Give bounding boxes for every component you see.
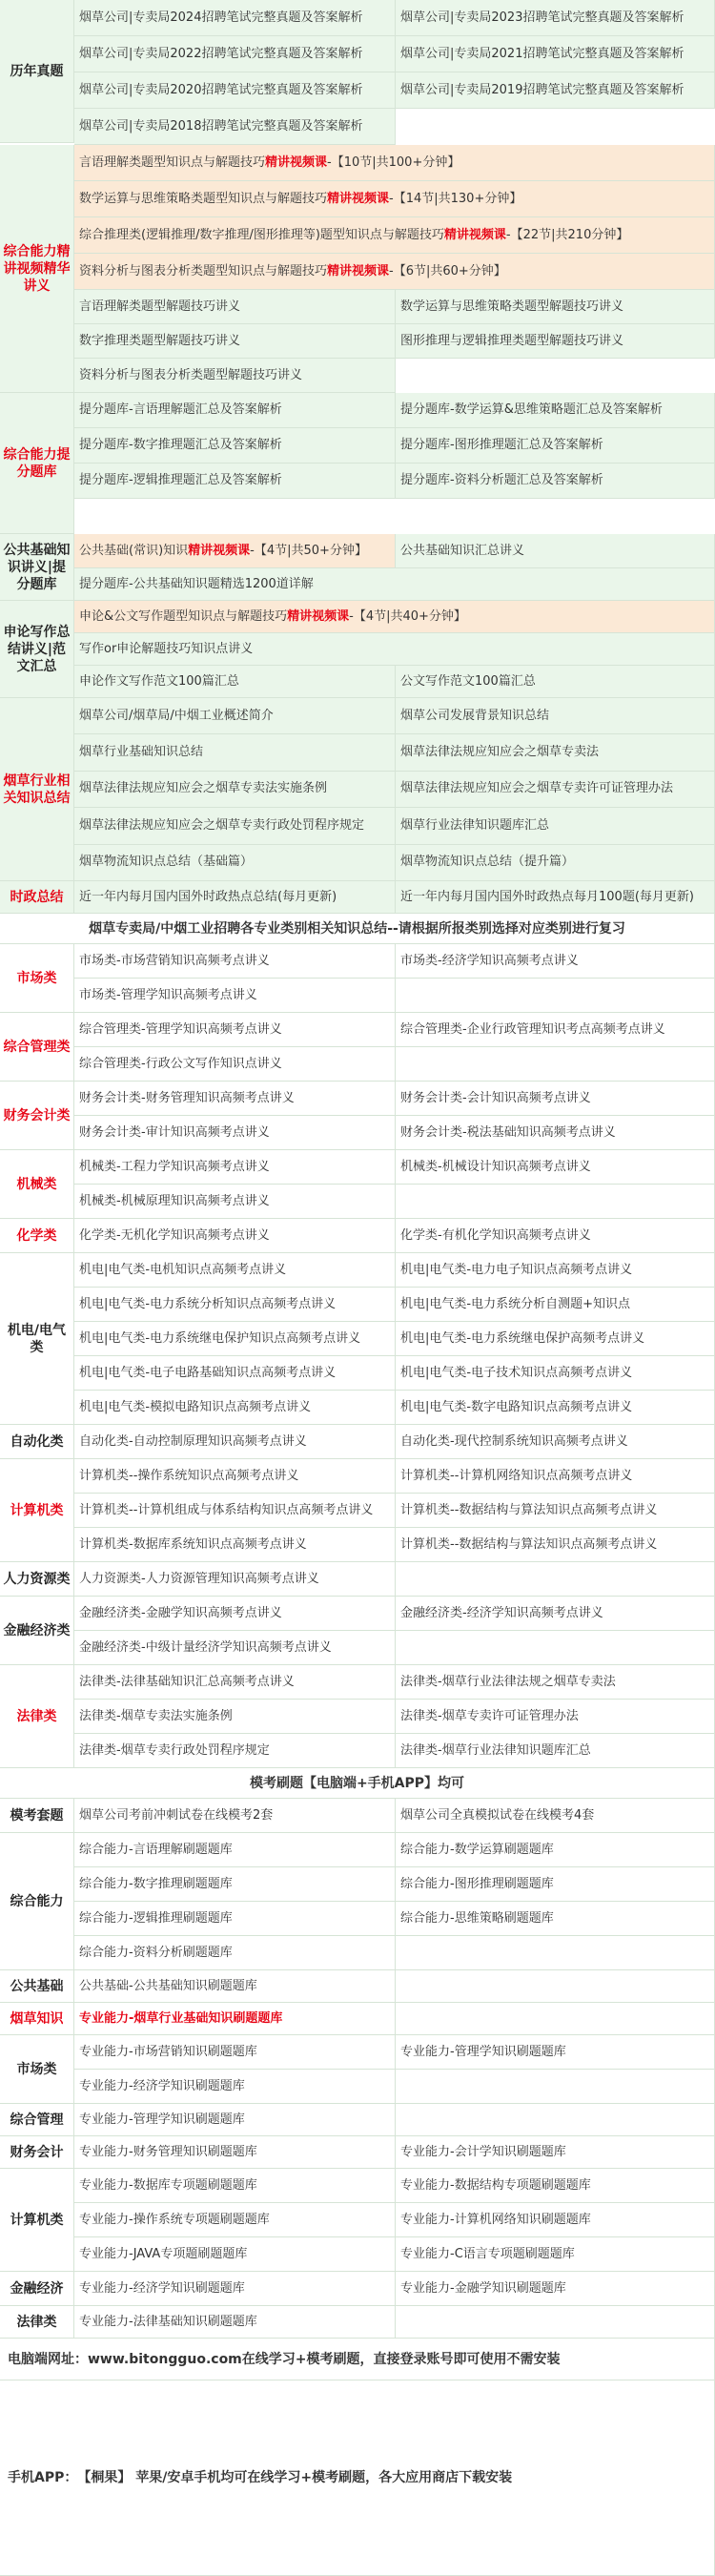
- professional-handout-item[interactable]: 机电|电气类-电力系统分析知识点高频考点讲义: [74, 1288, 396, 1322]
- catalog-item[interactable]: 近一年内每月国内国外时政热点总结(每月更新): [74, 881, 396, 914]
- professional-handout-item[interactable]: [396, 1047, 715, 1082]
- question-bank-item[interactable]: 提分题库-数学运算&思维策略题汇总及答案解析: [396, 393, 715, 428]
- question-bank-item[interactable]: 提分题库-言语理解题汇总及答案解析: [74, 393, 396, 428]
- section-label: 法律类: [0, 2306, 74, 2339]
- web-desc: 在线学习+模考刷题，直接登录账号即可使用不需安装: [241, 2351, 561, 2367]
- practice-bank-item[interactable]: 专业能力-计算机网络知识刷题题库: [396, 2203, 715, 2237]
- professional-handout-item[interactable]: 机电|电气类-电机知识点高频考点讲义: [74, 1253, 396, 1288]
- practice-bank-item[interactable]: 综合能力-思维策略刷题题库: [396, 1902, 715, 1936]
- practice-bank-item[interactable]: 专业能力-经济学知识刷题题库: [74, 2070, 396, 2104]
- professional-handout-item[interactable]: 计算机类--数据结构与算法知识点高频考点讲义: [396, 1528, 715, 1562]
- video-course-item[interactable]: [74, 254, 715, 290]
- mock-exam-item[interactable]: 烟草公司全真模拟试卷在线模考4套: [396, 1799, 715, 1833]
- tobacco-knowledge-item[interactable]: 烟草法律法规应知应会之烟草专卖法: [396, 734, 715, 771]
- section-header: 模考刷题【电脑端+手机APP】均可: [0, 1768, 715, 1799]
- section-label: 机械类: [0, 1150, 74, 1219]
- tobacco-knowledge-item[interactable]: 烟草法律法规应知应会之烟草专卖法实施条例: [74, 772, 396, 808]
- section-label: 金融经济类: [0, 1597, 74, 1665]
- exam-paper-item[interactable]: 烟草公司|专卖局2020招聘笔试完整真题及答案解析: [74, 72, 396, 109]
- section-label: 法律类: [0, 1665, 74, 1768]
- practice-bank-item[interactable]: 综合能力-资料分析刷题题库: [74, 1936, 396, 1970]
- question-bank-item[interactable]: 提分题库-资料分析题汇总及答案解析: [396, 464, 715, 499]
- section-label: 计算机类: [0, 1459, 74, 1562]
- catalog-item[interactable]: 专业能力-管理学知识刷题题库: [74, 2104, 396, 2136]
- section-label: 烟草知识: [0, 2003, 74, 2035]
- course-detail: -【14节|共130+分钟】: [389, 191, 522, 206]
- video-course-item[interactable]: [74, 534, 396, 568]
- section-label: 烟草行业相关知识总结: [0, 698, 74, 881]
- professional-handout-item[interactable]: 机电|电气类-数字电路知识点高频考点讲义: [396, 1391, 715, 1425]
- empty-cell[interactable]: [396, 2003, 715, 2035]
- handout-item[interactable]: 图形推理与逻辑推理类题型解题技巧讲义: [396, 324, 715, 359]
- app-footer: [0, 2380, 715, 2576]
- tobacco-knowledge-item[interactable]: 烟草公司发展背景知识总结: [396, 698, 715, 734]
- handout-item[interactable]: 言语理解类题型解题技巧讲义: [74, 290, 396, 324]
- catalog-item[interactable]: 写作or申论解题技巧知识点讲义: [74, 633, 715, 666]
- professional-handout-item[interactable]: [396, 1185, 715, 1219]
- professional-handout-item[interactable]: 机电|电气类-电力系统继电保护知识点高频考点讲义: [74, 1322, 396, 1356]
- professional-handout-item[interactable]: [396, 1562, 715, 1597]
- professional-handout-item[interactable]: [396, 979, 715, 1013]
- section-label: 化学类: [0, 1219, 74, 1253]
- course-title: 综合推理类(逻辑推理/数字推理/图形推理等)题型知识点与解题技巧: [79, 227, 444, 242]
- exam-paper-item[interactable]: 烟草公司|专卖局2018招聘笔试完整真题及答案解析: [74, 109, 396, 145]
- practice-bank-item[interactable]: 综合能力-言语理解刷题题库: [74, 1833, 396, 1867]
- section-label: 机电/电气类: [0, 1253, 74, 1425]
- professional-handout-item[interactable]: 市场类-经济学知识高频考点讲义: [396, 944, 715, 979]
- section-label: 综合能力: [0, 1833, 74, 1970]
- professional-handout-item[interactable]: [396, 1631, 715, 1665]
- section-label: 综合管理: [0, 2104, 74, 2136]
- professional-handout-item[interactable]: 财务会计类-审计知识高频考点讲义: [74, 1116, 396, 1150]
- practice-bank-item[interactable]: 专业能力-会计学知识刷题题库: [396, 2136, 715, 2169]
- catalog-item[interactable]: 公文写作范文100篇汇总: [396, 666, 715, 698]
- section-label: 模考套题: [0, 1799, 74, 1833]
- professional-handout-item[interactable]: 法律类-烟草专卖法实施条例: [74, 1700, 396, 1734]
- course-title: 言语理解类题型知识点与解题技巧: [79, 155, 266, 170]
- section-label: 金融经济: [0, 2272, 74, 2306]
- app-desc: 【桐果】 苹果/安卓手机均可在线学习+模考刷题，各大应用商店下载安装: [77, 2470, 513, 2485]
- professional-handout-item[interactable]: 计算机类--计算机组成与体系结构知识点高频考点讲义: [74, 1494, 396, 1528]
- professional-handout-item[interactable]: 综合管理类-企业行政管理知识考点高频考点讲义: [396, 1013, 715, 1047]
- tobacco-knowledge-item[interactable]: 烟草物流知识点总结（提升篇）: [396, 845, 715, 881]
- exam-paper-item[interactable]: 烟草公司|专卖局2021招聘笔试完整真题及答案解析: [396, 36, 715, 72]
- professional-handout-item[interactable]: 金融经济类-金融学知识高频考点讲义: [74, 1597, 396, 1631]
- practice-bank-item[interactable]: 专业能力-数据库专项题刷题题库: [74, 2169, 396, 2203]
- course-detail: -【10节|共100+分钟】: [327, 155, 460, 170]
- practice-bank-item[interactable]: 专业能力-市场营销知识刷题题库: [74, 2035, 396, 2070]
- professional-handout-item[interactable]: 法律类-法律基础知识汇总高频考点讲义: [74, 1665, 396, 1700]
- practice-bank-item[interactable]: 综合能力-数学运算刷题题库: [396, 1833, 715, 1867]
- exam-paper-item[interactable]: 烟草公司|专卖局2023招聘笔试完整真题及答案解析: [396, 0, 715, 36]
- practice-bank-item[interactable]: 综合能力-图形推理刷题题库: [396, 1867, 715, 1902]
- tobacco-knowledge-item[interactable]: 烟草行业基础知识总结: [74, 734, 396, 771]
- section-label: 公共基础: [0, 1970, 74, 2003]
- professional-handout-item[interactable]: 机电|电气类-电力系统分析自测题+知识点: [396, 1288, 715, 1322]
- tobacco-knowledge-item[interactable]: 烟草物流知识点总结（基础篇）: [74, 845, 396, 881]
- video-course-item[interactable]: [74, 217, 715, 254]
- section-header: 烟草专卖局/中烟工业招聘各专业类别相关知识总结--请根据所报类别选择对应类别进行复习: [0, 914, 715, 944]
- professional-handout-item[interactable]: 机电|电气类-模拟电路知识点高频考点讲义: [74, 1391, 396, 1425]
- practice-bank-item[interactable]: [396, 1936, 715, 1970]
- tobacco-knowledge-item[interactable]: 烟草公司/烟草局/中烟工业概述简介: [74, 698, 396, 734]
- practice-bank-item[interactable]: 专业能力-数据结构专项题刷题题库: [396, 2169, 715, 2203]
- section-label: 申论写作总结讲义|范文汇总: [0, 601, 74, 698]
- professional-handout-item[interactable]: 计算机类-数据库系统知识点高频考点讲义: [74, 1528, 396, 1562]
- professional-handout-item[interactable]: 机电|电气类-电子电路基础知识点高频考点讲义: [74, 1356, 396, 1391]
- section-label: 计算机类: [0, 2169, 74, 2272]
- practice-bank-item[interactable]: 专业能力-财务管理知识刷题题库: [74, 2136, 396, 2169]
- practice-bank-item[interactable]: 专业能力-管理学知识刷题题库: [396, 2035, 715, 2070]
- professional-handout-item[interactable]: 金融经济类-中级计量经济学知识高频考点讲义: [74, 1631, 396, 1665]
- professional-handout-item[interactable]: 金融经济类-经济学知识高频考点讲义: [396, 1597, 715, 1631]
- professional-handout-item[interactable]: 机械类-工程力学知识高频考点讲义: [74, 1150, 396, 1185]
- professional-handout-item[interactable]: 财务会计类-会计知识高频考点讲义: [396, 1082, 715, 1116]
- section-label: 财务会计: [0, 2136, 74, 2169]
- catalog-item[interactable]: 专业能力-法律基础知识刷题题库: [74, 2306, 396, 2339]
- section-label: 综合能力精讲视频精华讲义: [0, 145, 74, 393]
- professional-handout-item[interactable]: 财务会计类-税法基础知识高频考点讲义: [396, 1116, 715, 1150]
- professional-handout-item[interactable]: 机电|电气类-电子技术知识点高频考点讲义: [396, 1356, 715, 1391]
- tobacco-knowledge-item[interactable]: 烟草法律法规应知应会之烟草专卖行政处罚程序规定: [74, 808, 396, 844]
- professional-handout-item[interactable]: 法律类-烟草行业法律法规之烟草专卖法: [396, 1665, 715, 1700]
- professional-handout-item[interactable]: 机械类-机械原理知识高频考点讲义: [74, 1185, 396, 1219]
- course-title: 数学运算与思维策略类题型知识点与解题技巧: [79, 191, 328, 206]
- handout-item[interactable]: 数字推理类题型解题技巧讲义: [74, 324, 396, 359]
- exam-paper-item[interactable]: 烟草公司|专卖局2019招聘笔试完整真题及答案解析: [396, 72, 715, 109]
- professional-handout-item[interactable]: 法律类-烟草行业法律知识题库汇总: [396, 1734, 715, 1768]
- course-detail: -【6节|共60+分钟】: [389, 263, 506, 278]
- section-label: 综合管理类: [0, 1013, 74, 1082]
- video-badge: 精讲视频课: [327, 263, 390, 278]
- catalog-item[interactable]: 专业能力-烟草行业基础知识刷题题库: [74, 2003, 396, 2035]
- exam-paper-item[interactable]: 烟草公司|专卖局2024招聘笔试完整真题及答案解析: [74, 0, 396, 36]
- section-label: 市场类: [0, 944, 74, 1013]
- section-label: 综合能力提分题库: [0, 393, 74, 534]
- professional-handout-item[interactable]: 综合管理类-管理学知识高频考点讲义: [74, 1013, 396, 1047]
- section-label: 财务会计类: [0, 1082, 74, 1150]
- website-url[interactable]: www.bitongguo.com: [88, 2351, 242, 2367]
- course-title: 申论&公文写作题型知识点与解题技巧: [79, 608, 288, 624]
- professional-handout-item[interactable]: 计算机类--操作系统知识点高频考点讲义: [74, 1459, 396, 1494]
- app-label: 手机APP：: [8, 2470, 78, 2485]
- professional-handout-item[interactable]: 计算机类--数据结构与算法知识点高频考点讲义: [396, 1494, 715, 1528]
- exam-paper-item[interactable]: 烟草公司|专卖局2022招聘笔试完整真题及答案解析: [74, 36, 396, 72]
- practice-bank-item[interactable]: 综合能力-逻辑推理刷题题库: [74, 1902, 396, 1936]
- question-bank-item[interactable]: 提分题库-数字推理题汇总及答案解析: [74, 428, 396, 464]
- practice-bank-item[interactable]: 专业能力-经济学知识刷题题库: [74, 2272, 396, 2306]
- professional-handout-item[interactable]: 法律类-烟草专卖许可证管理办法: [396, 1700, 715, 1734]
- video-badge: 精讲视频课: [287, 608, 350, 624]
- section-label: 人力资源类: [0, 1562, 74, 1597]
- video-badge: 精讲视频课: [443, 227, 506, 242]
- catalog-item[interactable]: 公共基础-公共基础知识刷题题库: [74, 1970, 396, 2003]
- professional-handout-item[interactable]: 化学类-无机化学知识高频考点讲义: [74, 1219, 396, 1253]
- catalog-item[interactable]: 近一年内每月国内国外时政热点每月100题(每月更新): [396, 881, 715, 914]
- empty-cell[interactable]: [396, 1970, 715, 2003]
- practice-bank-item[interactable]: 综合能力-数字推理刷题题库: [74, 1867, 396, 1902]
- video-course-item[interactable]: [74, 145, 715, 181]
- tobacco-knowledge-item[interactable]: 烟草行业法律知识题库汇总: [396, 808, 715, 844]
- section-label: 自动化类: [0, 1425, 74, 1459]
- website-footer: [0, 2339, 715, 2380]
- mock-exam-item[interactable]: 烟草公司考前冲刺试卷在线模考2套: [74, 1799, 396, 1833]
- course-detail: -【4节|共50+分钟】: [250, 543, 367, 558]
- professional-handout-item[interactable]: 计算机类--计算机网络知识点高频考点讲义: [396, 1459, 715, 1494]
- video-course-item[interactable]: [74, 181, 715, 217]
- professional-handout-item[interactable]: 化学类-有机化学知识高频考点讲义: [396, 1219, 715, 1253]
- video-badge: 精讲视频课: [188, 543, 251, 558]
- professional-handout-item[interactable]: 自动化类-现代控制系统知识高频考点讲义: [396, 1425, 715, 1459]
- professional-handout-item[interactable]: 市场类-市场营销知识高频考点讲义: [74, 944, 396, 979]
- course-title: 公共基础(常识)知识: [79, 543, 189, 558]
- professional-handout-item[interactable]: 人力资源类-人力资源管理知识高频考点讲义: [74, 1562, 396, 1597]
- catalog-item[interactable]: 申论作文写作范文100篇汇总: [74, 666, 396, 698]
- video-badge: 精讲视频课: [265, 155, 328, 170]
- question-bank-item[interactable]: 提分题库-逻辑推理题汇总及答案解析: [74, 464, 396, 499]
- empty-cell[interactable]: [396, 2306, 715, 2339]
- professional-handout-item[interactable]: 财务会计类-财务管理知识高频考点讲义: [74, 1082, 396, 1116]
- web-label: 电脑端网址：: [8, 2351, 88, 2367]
- professional-handout-item[interactable]: 机械类-机械设计知识高频考点讲义: [396, 1150, 715, 1185]
- practice-bank-item[interactable]: [396, 2070, 715, 2104]
- question-bank-item[interactable]: 提分题库-图形推理题汇总及答案解析: [396, 428, 715, 464]
- professional-handout-item[interactable]: 市场类-管理学知识高频考点讲义: [74, 979, 396, 1013]
- catalog-item[interactable]: 提分题库-公共基础知识题精选1200道详解: [74, 568, 715, 601]
- catalog-item[interactable]: 公共基础知识汇总讲义: [396, 534, 715, 568]
- tobacco-knowledge-item[interactable]: 烟草法律法规应知应会之烟草专卖许可证管理办法: [396, 772, 715, 808]
- professional-handout-item[interactable]: 机电|电气类-电力系统继电保护高频考点讲义: [396, 1322, 715, 1356]
- professional-handout-item[interactable]: 法律类-烟草专卖行政处罚程序规定: [74, 1734, 396, 1768]
- handout-item[interactable]: 数学运算与思维策略类题型解题技巧讲义: [396, 290, 715, 324]
- professional-handout-item[interactable]: 综合管理类-行政公文写作知识点讲义: [74, 1047, 396, 1082]
- practice-bank-item[interactable]: 专业能力-JAVA专项题刷题题库: [74, 2237, 396, 2272]
- professional-handout-item[interactable]: 自动化类-自动控制原理知识高频考点讲义: [74, 1425, 396, 1459]
- video-course-item[interactable]: [74, 601, 715, 633]
- course-detail: -【22节|共210分钟】: [505, 227, 629, 242]
- section-label: 时政总结: [0, 881, 74, 914]
- practice-bank-item[interactable]: 专业能力-操作系统专项题刷题题库: [74, 2203, 396, 2237]
- section-label: 历年真题: [0, 0, 74, 143]
- practice-bank-item[interactable]: 专业能力-金融学知识刷题题库: [396, 2272, 715, 2306]
- course-title: 资料分析与图表分析类题型知识点与解题技巧: [79, 263, 328, 278]
- section-label: 市场类: [0, 2035, 74, 2104]
- empty-cell[interactable]: [396, 2104, 715, 2136]
- professional-handout-item[interactable]: 机电|电气类-电力电子知识点高频考点讲义: [396, 1253, 715, 1288]
- course-detail: -【4节|共40+分钟】: [349, 608, 466, 624]
- video-badge: 精讲视频课: [327, 191, 390, 206]
- section-label: 公共基础知识讲义|提分题库: [0, 534, 74, 601]
- handout-item[interactable]: 资料分析与图表分析类题型解题技巧讲义: [74, 359, 396, 393]
- practice-bank-item[interactable]: 专业能力-C语言专项题刷题题库: [396, 2237, 715, 2272]
